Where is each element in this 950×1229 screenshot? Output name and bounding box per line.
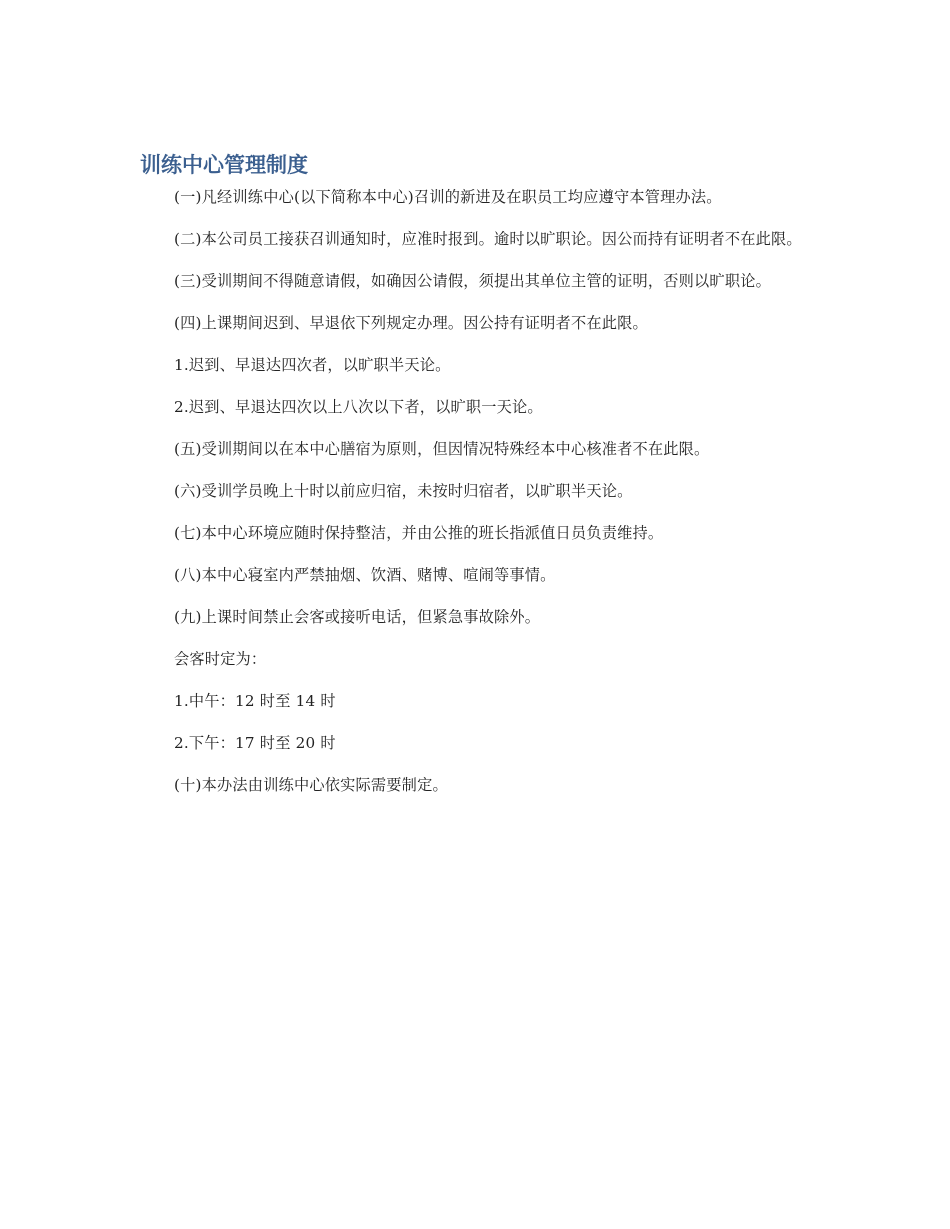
- paragraph-9: (九)上课时间禁止会客或接听电话，但紧急事故除外。: [174, 608, 541, 626]
- visit-hours-afternoon: 2.下午：17 时至 20 时: [174, 734, 336, 752]
- paragraph-7: (七)本中心环境应随时保持整洁，并由公推的班长指派值日员负责维持。: [174, 524, 664, 542]
- paragraph-8: (八)本中心寝室内严禁抽烟、饮酒、赌博、喧闹等事情。: [174, 566, 556, 584]
- paragraph-1: (一)凡经训练中心(以下简称本中心)召训的新进及在职员工均应遵守本管理办法。: [174, 188, 722, 206]
- paragraph-6: (六)受训学员晚上十时以前应归宿，未按时归宿者，以旷职半天论。: [174, 482, 633, 500]
- paragraph-4: (四)上课期间迟到、早退依下列规定办理。因公持有证明者不在此限。: [174, 314, 648, 332]
- visit-hours-noon: 1.中午：12 时至 14 时: [174, 692, 336, 710]
- visit-hours-label: 会客时定为：: [174, 650, 267, 668]
- paragraph-10: (十)本办法由训练中心依实际需要制定。: [174, 776, 448, 794]
- paragraph-3: (三)受训期间不得随意请假，如确因公请假，须提出其单位主管的证明，否则以旷职论。: [174, 272, 771, 290]
- paragraph-4-item-2: 2.迟到、早退达四次以上八次以下者，以旷职一天论。: [174, 398, 543, 416]
- paragraph-4-item-1: 1.迟到、早退达四次者，以旷职半天论。: [174, 356, 451, 374]
- paragraph-2: (二)本公司员工接获召训通知时，应准时报到。逾时以旷职论。因公而持有证明者不在此限。: [174, 230, 802, 248]
- document-title: 训练中心管理制度: [140, 153, 308, 177]
- document-page: [140, 150, 805, 815]
- paragraph-5: (五)受训期间以在本中心膳宿为原则，但因情况特殊经本中心核准者不在此限。: [174, 440, 710, 458]
